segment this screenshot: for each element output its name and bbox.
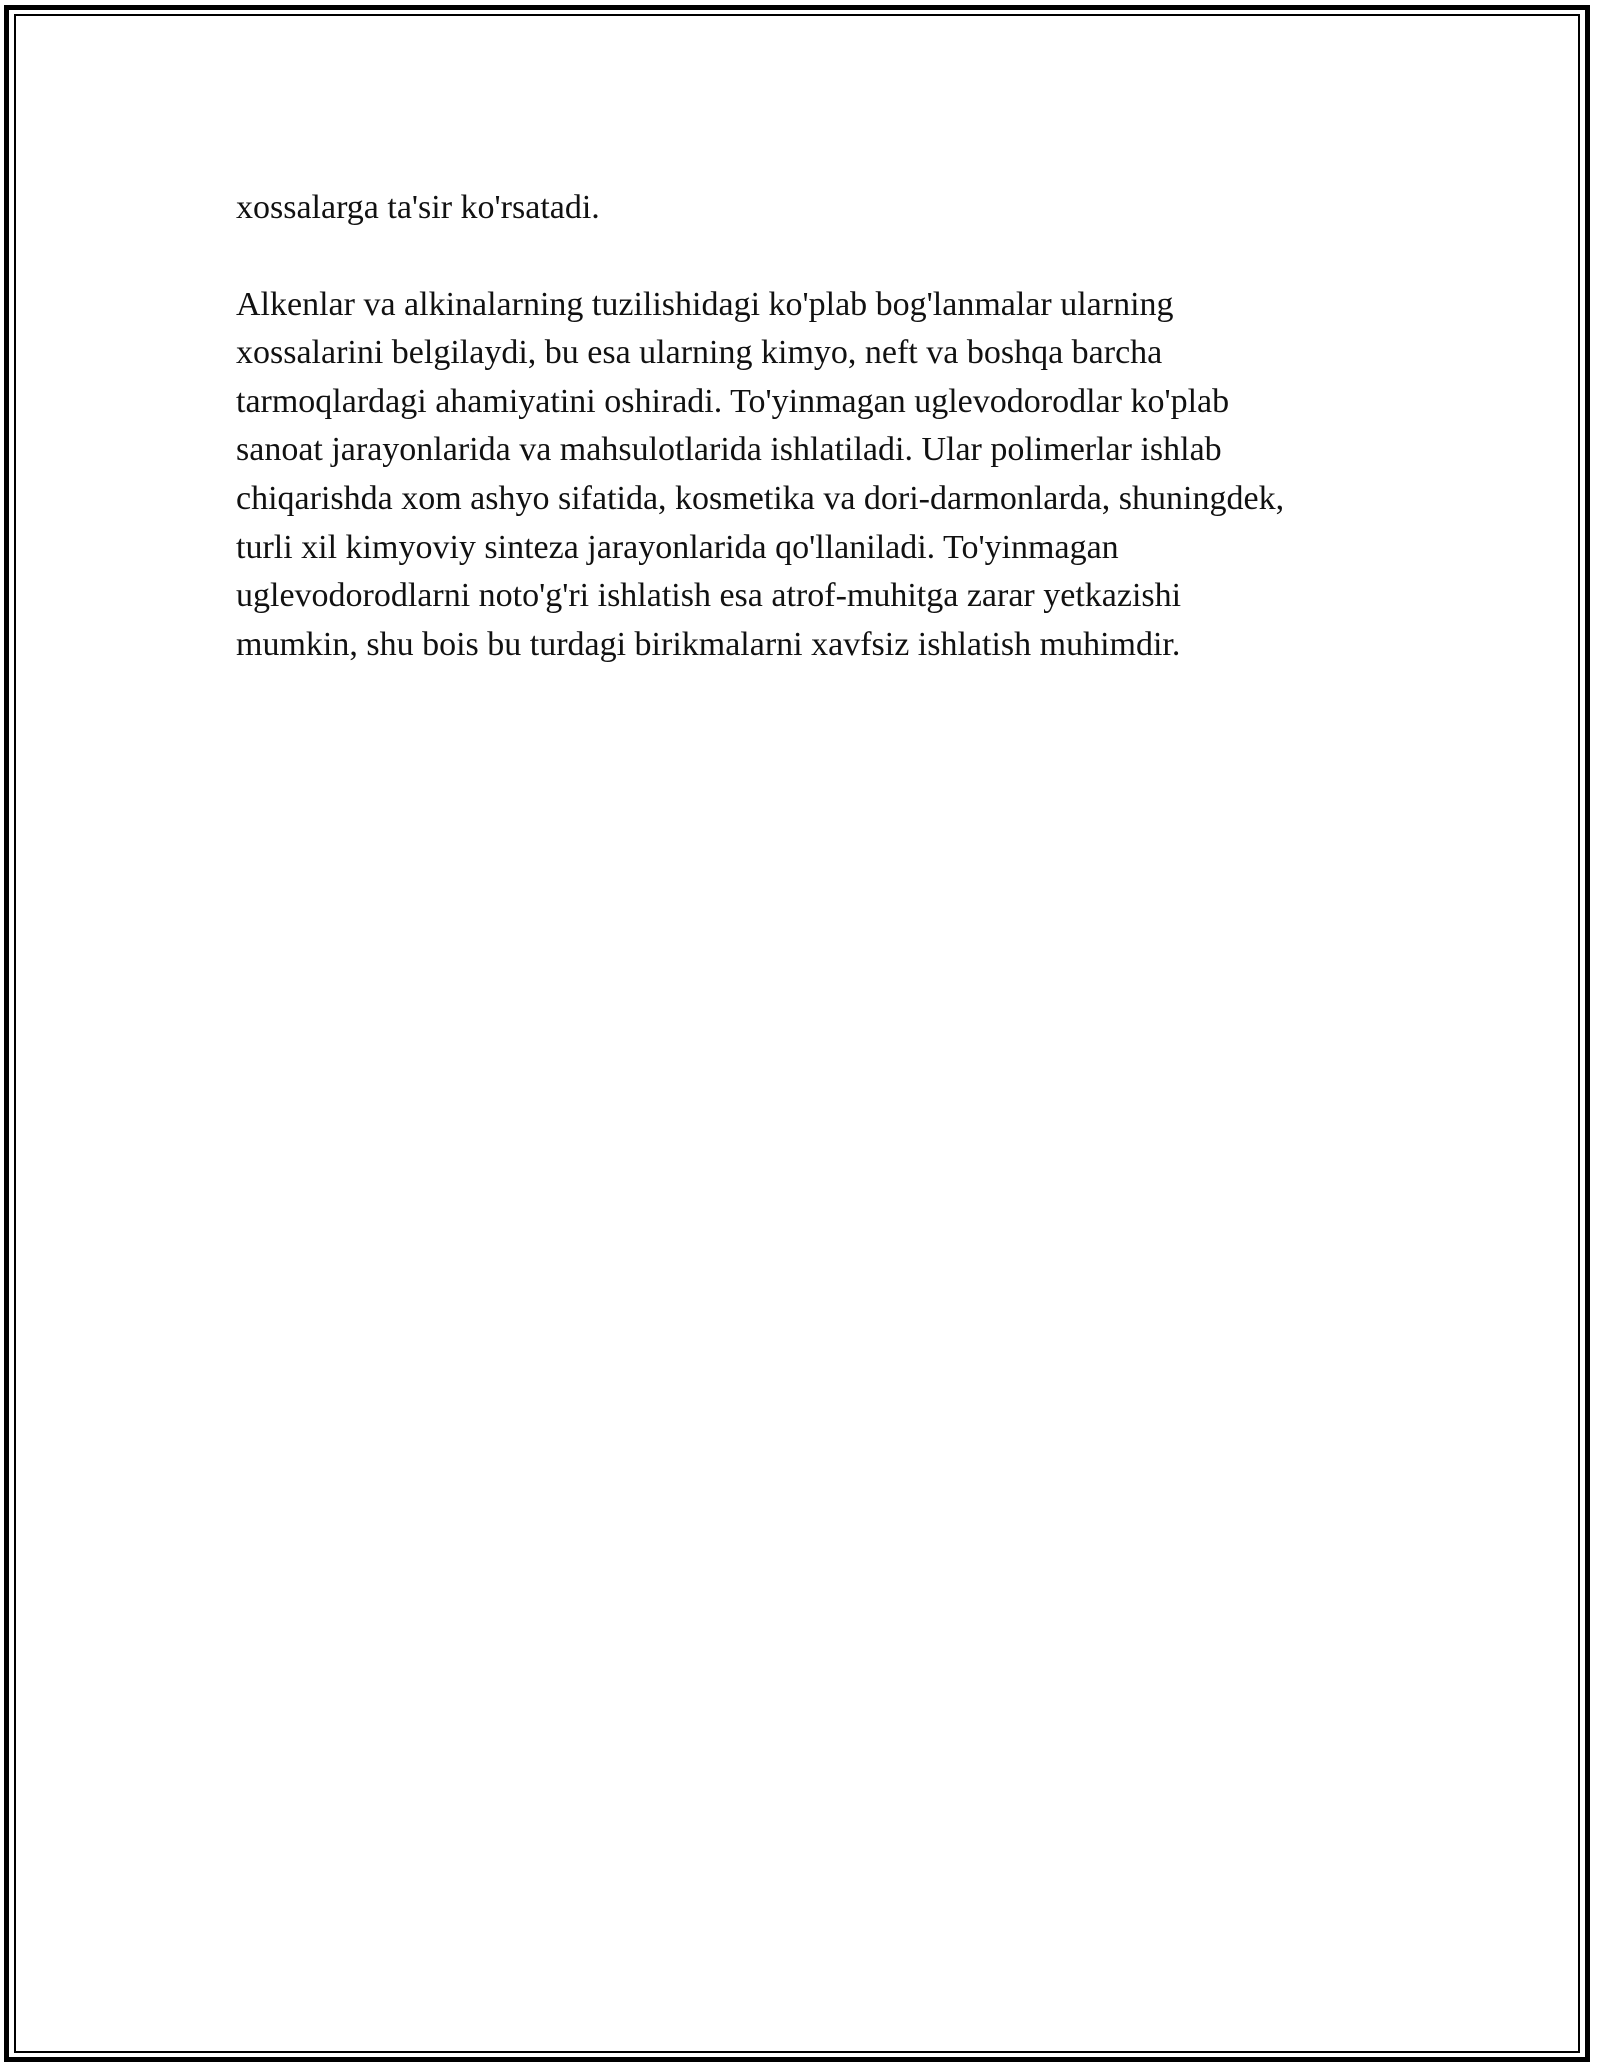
document-body (236, 184, 1386, 669)
text-line: uglevodorodlarni noto'g'ri ishlatish esa atrof-muhitga zarar yetkazishi (236, 577, 1182, 615)
text-line: sanoat jarayonlarida va mahsulotlarida ishlatiladi. Ular polimerlar ishlab (236, 431, 1222, 469)
paragraph-continuation (236, 184, 1386, 233)
text-line: chiqarishda xom ashyo sifatida, kosmetika va dori-darmonlarda, shuningdek, (236, 479, 1285, 517)
text-line: xossalarga ta'sir ko'rsatadi. (236, 189, 600, 226)
text-line: xossalarini belgilaydi, bu esa ularning kimyo, neft va boshqa barcha (236, 334, 1163, 372)
text-line: tarmoqlardagi ahamiyatini oshiradi. To'yinmagan uglevodorodlar ko'plab (236, 382, 1230, 420)
paragraph-unsaturated-hydrocarbons (236, 281, 1386, 670)
text-line: mumkin, shu bois bu turdagi birikmalarni xavfsiz ishlatish muhimdir. (236, 625, 1181, 663)
text-line: Alkenlar va alkinalarning tuzilishidagi ko'plab bog'lanmalar ularning (236, 285, 1174, 323)
text-line: turli xil kimyoviy sinteza jarayonlarida qo'llaniladi. To'yinmagan (236, 528, 1119, 566)
